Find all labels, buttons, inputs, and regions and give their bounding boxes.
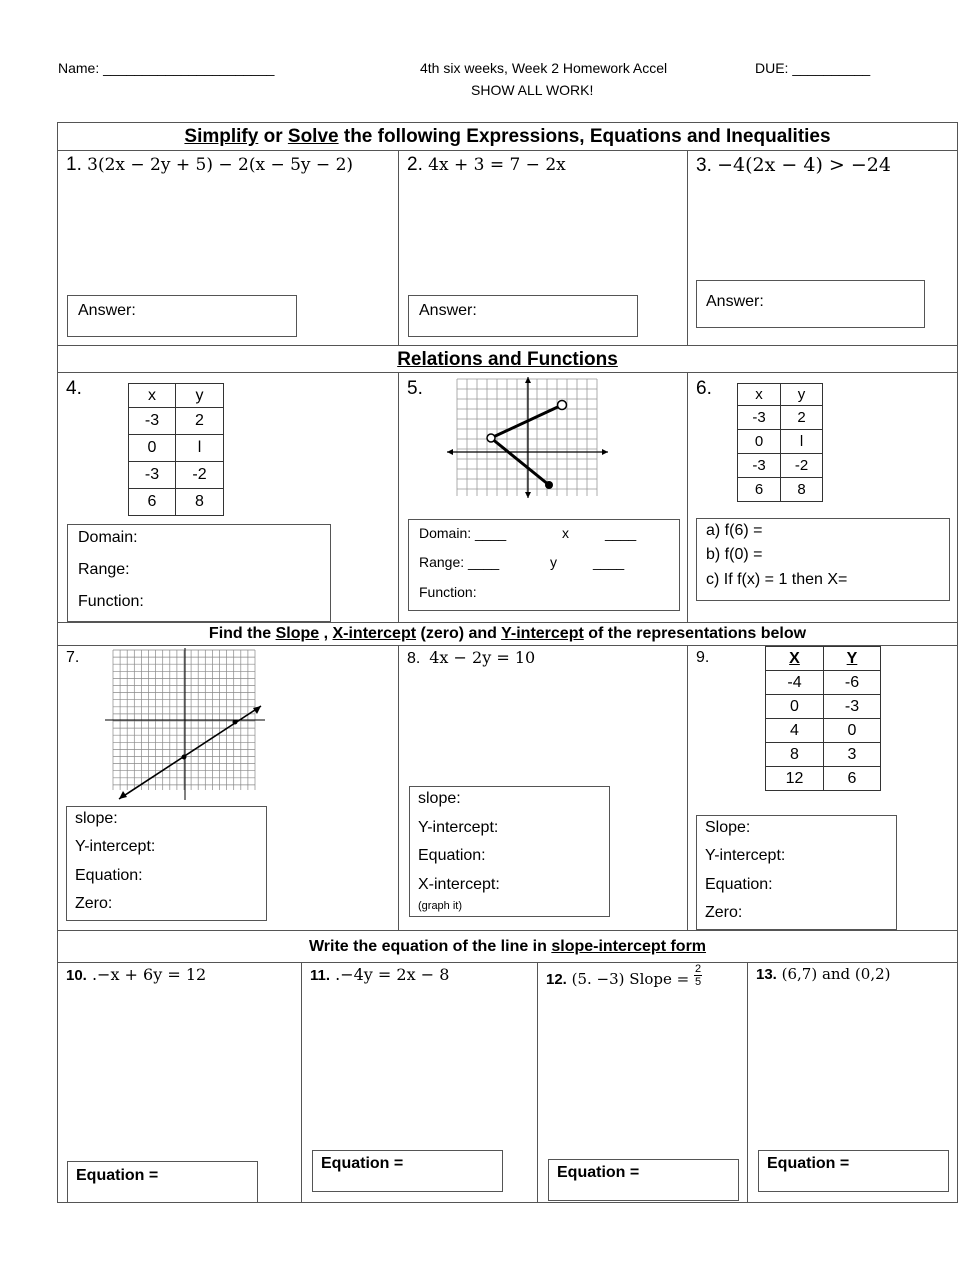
problem-8-expression: 4x − 2y = 10 [429, 648, 536, 667]
problem-8: 8. 4x − 2y = 10 [407, 648, 536, 667]
problem-2-expression: 4x + 3 = 7 − 2x [428, 155, 566, 175]
problem-2: 2. 4x + 3 = 7 − 2x [407, 154, 566, 175]
problem-12: 12. (5. −3) Slope = $\frac{2}{5}$ [546, 963, 702, 988]
slope-fraction: $\frac{2}{5}$ [694, 963, 702, 988]
due-date-label: DUE: __________ [755, 60, 871, 76]
equation-box-12[interactable]: Equation = [548, 1159, 739, 1201]
assignment-title: 4th six weeks, Week 2 Homework Accel [420, 60, 668, 76]
equation-box-13[interactable]: Equation = [758, 1150, 949, 1192]
problem-9-answer-box[interactable]: Slope: Y-intercept: Equation: Zero: [696, 815, 897, 930]
problem-4-number: 4. [66, 378, 82, 399]
problem-5-number: 5. [407, 378, 423, 399]
problem-10: 10. .−x + 6y = 12 [66, 965, 207, 984]
problem-7-answer-box[interactable]: slope: Y-intercept: Equation: Zero: [66, 806, 267, 921]
section-1-title: Simplify or Solve the following Expressions, Equations and Inequalities [184, 126, 831, 147]
problem-11: 11. .−4y = 2x − 8 [310, 965, 450, 984]
section-2-title: Relations and Functions [397, 349, 618, 370]
problem-8-answer-box[interactable]: slope: Y-intercept: Equation: X-intercept: (graph it) [409, 786, 610, 917]
equation-box-10[interactable]: Equation = [67, 1161, 258, 1203]
problem-7-graph [105, 648, 265, 803]
problem-6-answer-box[interactable]: a) f(6) = b) f(0) = c) If f(x) = 1 then X= [696, 518, 950, 601]
problem-7-number: 7. [66, 649, 80, 666]
problem-5-answer-box[interactable]: Domain: ____ x ____ Range: ____ y ____ Function: [408, 519, 680, 611]
problem-6-table: x y -3 2 0 l -3 -2 6 8 [737, 383, 823, 502]
name-field-label: Name: ______________________ [58, 60, 275, 76]
answer-box-2[interactable]: Answer: [408, 295, 638, 337]
equation-box-11[interactable]: Equation = [312, 1150, 503, 1192]
problem-5-graph [445, 375, 610, 500]
problem-3-expression: −4(2x − 4) > −24 [717, 154, 891, 176]
problem-9-table: X Y -4 -6 0 -3 4 0 8 3 12 6 [765, 646, 881, 791]
problem-13: 13. (6,7) and (0,2) [756, 965, 891, 983]
problem-9-number: 9. [696, 649, 710, 666]
instruction-text: SHOW ALL WORK! [471, 82, 594, 98]
answer-box-3[interactable]: Answer: [696, 280, 925, 328]
problem-4-table: x y -3 2 0 l -3 -2 6 8 [128, 383, 224, 516]
problem-6-number: 6. [696, 378, 712, 399]
problem-1-expression: 3(2x − 2y + 5) − 2(x − 5y − 2) [87, 155, 354, 175]
answer-box-1[interactable]: Answer: [67, 295, 297, 337]
problem-1: 1. 3(2x − 2y + 5) − 2(x − 5y − 2) [66, 154, 354, 175]
problem-4-answer-box[interactable]: Domain: Range: Function: [67, 524, 331, 622]
problem-3: 3. −4(2x − 4) > −24 [696, 154, 891, 176]
section-3-title: Find the Slope , X-intercept (zero) and Y-intercept of the representations below [208, 625, 807, 642]
section-4-title: Write the equation of the line in slope-intercept form [308, 938, 707, 955]
